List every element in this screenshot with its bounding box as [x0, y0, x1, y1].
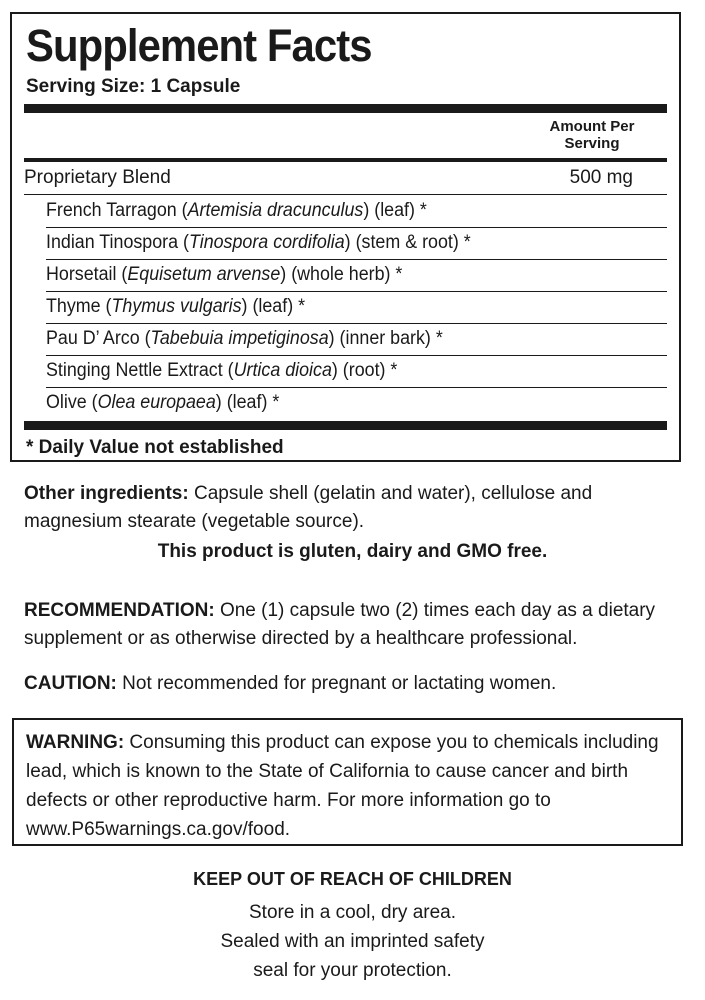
ingredient-common-name: Thyme (	[46, 296, 112, 317]
other-ingredients-label: Other ingredients:	[24, 483, 189, 504]
ingredient-row	[46, 323, 667, 356]
ingredient-latin-name: Tabebuia impetiginosa	[150, 328, 329, 349]
prop65-warning-box	[12, 718, 683, 846]
ingredient-latin-name: Olea europaea	[97, 392, 216, 413]
ingredient-common-name: Olive (	[46, 392, 98, 413]
recommendation-text: One (1) capsule two (2) times each day as a dietary supplement or as otherwise directed by a healthcare professional.	[24, 600, 656, 649]
ingredient-part: ) (inner bark) *	[328, 328, 443, 349]
ingredient-common-name: Stinging Nettle Extract (	[46, 360, 234, 381]
daily-value-footnote: * Daily Value not established	[26, 437, 284, 458]
storage-line: Store in a cool, dry area.	[249, 902, 456, 923]
amount-header-line1: Amount Per	[549, 118, 635, 135]
supplement-facts-panel	[10, 12, 681, 462]
warning	[26, 728, 666, 844]
storage-line: seal for your protection.	[253, 960, 452, 981]
keep-out-of-reach: KEEP OUT OF REACH OF CHILDREN	[193, 869, 512, 889]
storage-line: Sealed with an imprinted safety	[220, 931, 485, 952]
recommendation	[24, 597, 692, 653]
caution-text: Not recommended for pregnant or lactating women.	[116, 673, 557, 694]
divider-thick-top	[24, 104, 667, 113]
divider-thick-bottom	[24, 421, 667, 430]
ingredient-part: ) (leaf) *	[363, 200, 427, 221]
ingredient-row	[46, 291, 667, 324]
ingredient-part: ) (root) *	[331, 360, 398, 381]
ingredient-row	[46, 227, 667, 260]
serving-size: Serving Size: 1 Capsule	[26, 76, 241, 97]
ingredient-row	[46, 259, 667, 292]
free-from-statement: This product is gluten, dairy and GMO free.	[157, 541, 548, 562]
ingredient-part: ) (leaf) *	[241, 296, 306, 317]
ingredient-common-name: French Tarragon (	[46, 200, 188, 221]
recommendation-label: RECOMMENDATION:	[24, 600, 215, 621]
ingredient-common-name: Indian Tinospora (	[46, 232, 189, 253]
amount-per-serving-header	[537, 118, 647, 152]
amount-header-line2: Serving	[564, 135, 620, 152]
blend-amount: 500 mg	[569, 167, 633, 188]
ingredient-latin-name: Artemisia dracunculus	[187, 200, 364, 221]
ingredient-row	[46, 355, 667, 388]
panel-title: Supplement Facts	[26, 20, 372, 71]
ingredient-latin-name: Thymus vulgaris	[111, 296, 242, 317]
caution	[24, 670, 692, 698]
blend-label: Proprietary Blend	[24, 167, 171, 188]
other-ingredients-text: Capsule shell (gelatin and water), cellulose and magnesium stearate (vegetable source).	[24, 483, 593, 532]
ingredient-part: ) (whole herb) *	[280, 264, 403, 285]
other-ingredients	[24, 480, 692, 536]
ingredient-row	[46, 387, 667, 419]
caution-label: CAUTION:	[24, 673, 117, 694]
ingredient-common-name: Horsetail (	[46, 264, 128, 285]
storage-instructions	[0, 898, 705, 985]
ingredient-latin-name: Tinospora cordifolia	[188, 232, 345, 253]
ingredient-row	[46, 195, 667, 228]
ingredient-part: ) (leaf) *	[215, 392, 280, 413]
ingredient-latin-name: Equisetum arvense	[127, 264, 281, 285]
ingredient-latin-name: Urtica dioica	[233, 360, 332, 381]
proprietary-blend-row	[24, 162, 667, 195]
ingredient-common-name: Pau D’ Arco (	[46, 328, 151, 349]
warning-text: Consuming this product can expose you to chemicals including lead, which is known to the State of California to cause cancer and birth defects or other reproductive harm. For more information go to www.P65warnings.ca.gov/food.	[26, 732, 659, 840]
ingredient-part: ) (stem & root) *	[344, 232, 471, 253]
warning-label: WARNING:	[26, 732, 125, 753]
